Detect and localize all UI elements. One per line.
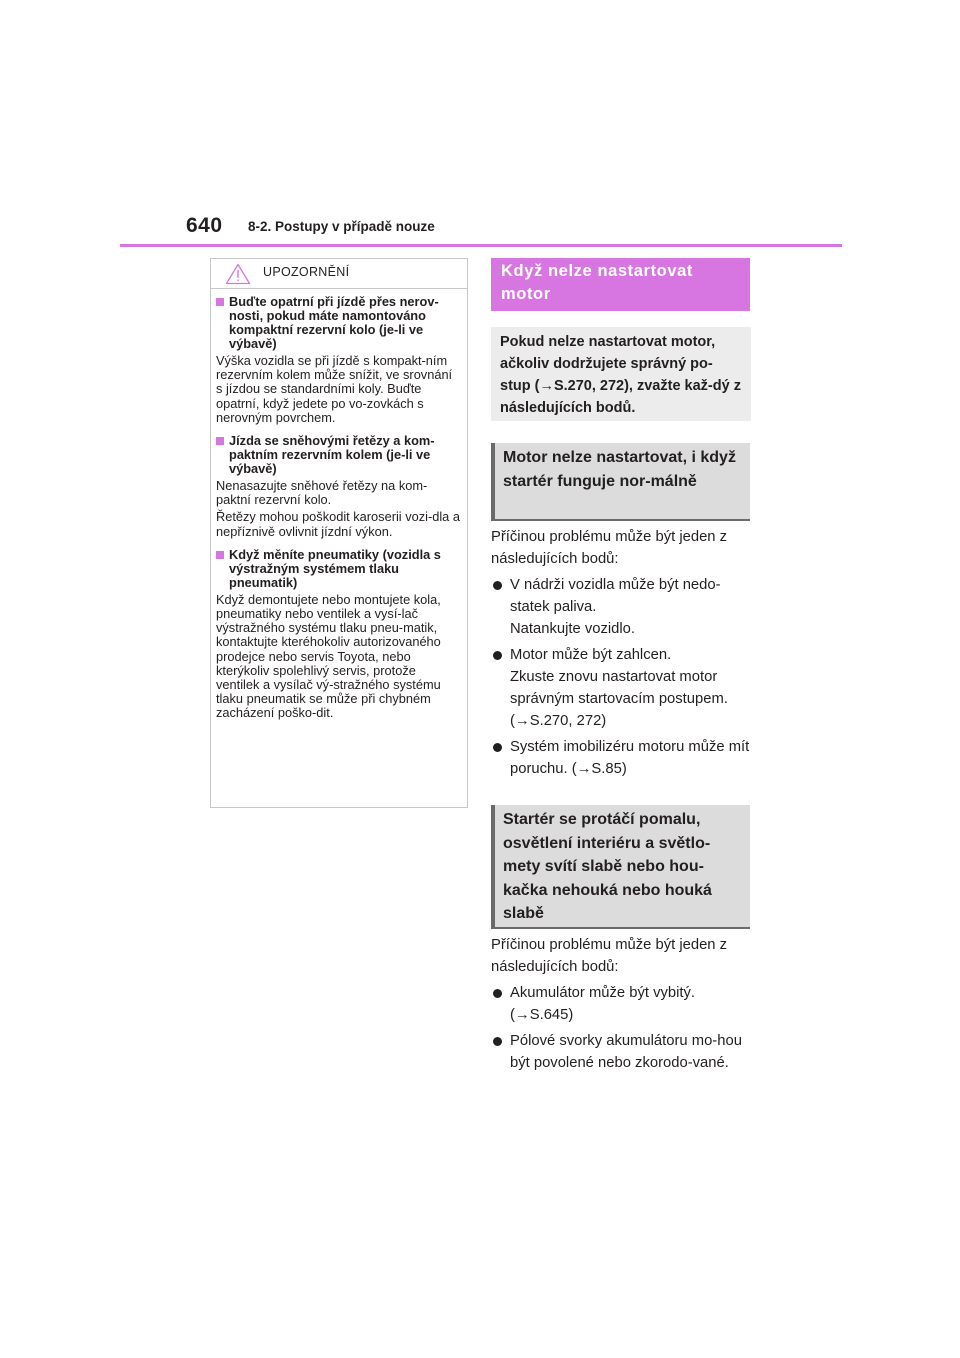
warning-header bbox=[211, 259, 467, 289]
warning-item-heading: Buďte opatrní při jízdě přes nerov-nosti, pokud máte namontováno kompaktní rezervní kolo (je-li ve výbavě) bbox=[229, 294, 439, 351]
warning-box bbox=[210, 258, 468, 808]
square-bullet-icon bbox=[216, 437, 224, 445]
lead-text: Příčinou problému může být jeden z následujících bodů: bbox=[491, 529, 728, 567]
list-item bbox=[491, 1030, 753, 1074]
subsection-heading: Startér se protáčí pomalu, osvětlení interiéru a světlo-mety svítí slabě nebo hou-kačka nehouká nebo houká slabě bbox=[491, 805, 750, 929]
header-rule bbox=[120, 244, 842, 247]
list-item-text: Akumulátor může být vybitý. (→S.645) bbox=[510, 985, 696, 1023]
warning-item bbox=[216, 434, 461, 539]
list-item bbox=[491, 644, 753, 732]
lead-text: Příčinou problému může být jeden z následujících bodů: bbox=[491, 937, 728, 975]
square-bullet-icon bbox=[216, 298, 224, 306]
warning-item-text: Výška vozidla se při jízdě s kompakt-ním rezervním kolem může snížit, ve srovnání s jízdou se standardními koly. Buďte opatrní, když jedete po vo-zovkách s nerovným povrchem. bbox=[216, 353, 453, 425]
list-item-text: Zkuste znovu nastartovat motor správným startovacím postupem. (→S.270, 272) bbox=[510, 669, 728, 729]
warning-item-text: Nenasazujte sněhové řetězy na kom-paktní rezervní kolo. bbox=[216, 478, 428, 508]
list-item bbox=[491, 982, 753, 1026]
warning-triangle-icon bbox=[225, 263, 251, 285]
section-title: 8-2. Postupy v případě nouze bbox=[248, 219, 435, 234]
square-bullet-icon bbox=[216, 551, 224, 559]
warning-title: UPOZORNĚNÍ bbox=[263, 265, 350, 279]
page-number: 640 bbox=[186, 214, 223, 237]
subsection-heading: Motor nelze nastartovat, i když startér funguje nor-málně bbox=[491, 443, 750, 521]
list-item-text: Motor může být zahlcen. bbox=[510, 647, 672, 663]
list-item bbox=[491, 736, 753, 780]
warning-item-heading: Když měníte pneumatiky (vozidla s výstražným systémem tlaku pneumatik) bbox=[229, 546, 441, 590]
subsection-body bbox=[491, 934, 753, 1078]
warning-item-text: Když demontujete nebo montujete kola, pneumatiky nebo ventilek a vysí-lač výstražného systému tlaku pneu-matik, kontaktujte kteréhokoliv autorizovaného prodejce nebo servis Toyota, nebo kterýkoliv spolehlivý servis, protože ventilek a vysílač vý-stražného systému tlaku pneumatik se může při chybném zacházení poško-dit. bbox=[216, 591, 441, 721]
list-item bbox=[491, 574, 753, 640]
warning-item-heading: Jízda se sněhovými řetězy a kom-paktním rezervním kolem (je-li ve výbavě) bbox=[229, 433, 435, 477]
list-item-text: Systém imobilizéru motoru může mít poruchu. (→S.85) bbox=[510, 739, 750, 777]
warning-item bbox=[216, 295, 461, 425]
topic-banner: Když nelze nastartovat motor bbox=[491, 258, 750, 311]
list-item-text: Pólové svorky akumulátoru mo-hou být povolené nebo zkorodo-vané. bbox=[510, 1033, 742, 1071]
list-item-text: Natankujte vozidlo. bbox=[510, 621, 636, 637]
warning-item bbox=[216, 548, 461, 721]
warning-body bbox=[211, 289, 467, 721]
subsection-body bbox=[491, 526, 753, 784]
list-item-text: V nádrži vozidla může být nedo-statek paliva. bbox=[510, 577, 721, 615]
intro-box: Pokud nelze nastartovat motor, ačkoliv dodržujete správný po-stup (→S.270, 272), zvažte kaž-dý z následujících bodů. bbox=[491, 327, 751, 421]
warning-item-text: Řetězy mohou poškodit karoserii vozi-dla a nepříznivě ovlivnit jízdní výkon. bbox=[216, 509, 460, 539]
